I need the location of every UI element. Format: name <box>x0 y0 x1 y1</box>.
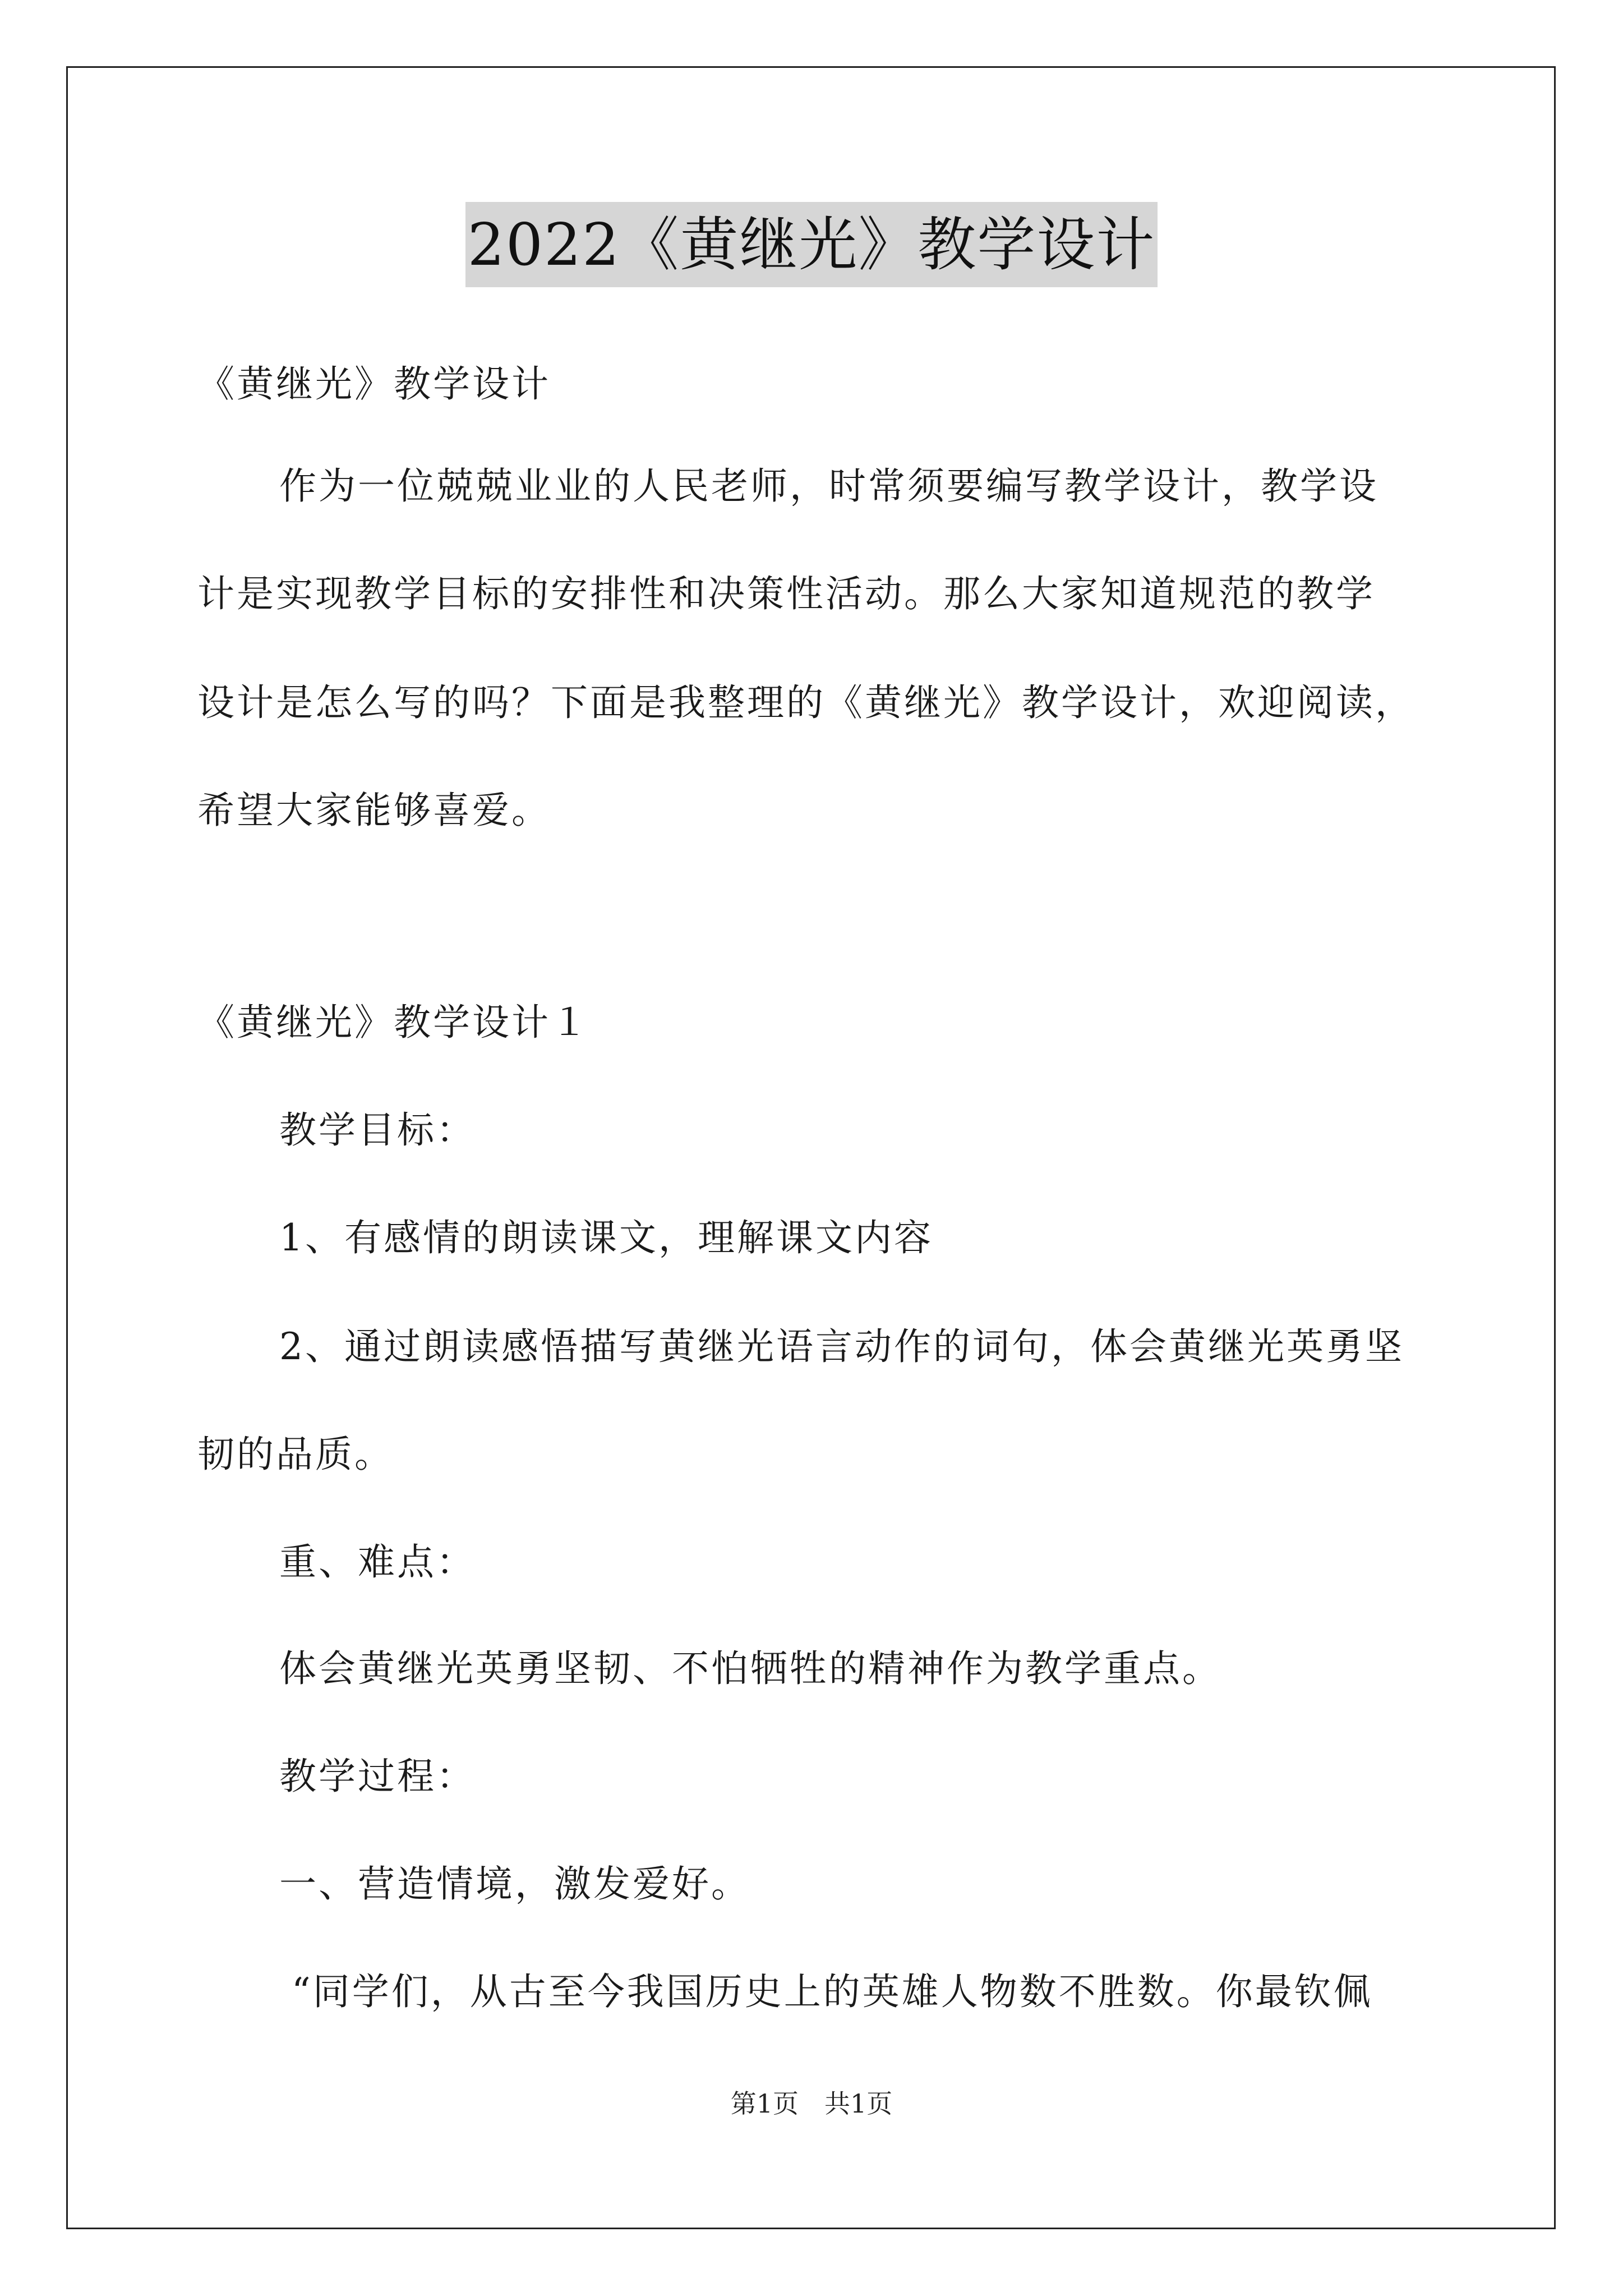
paragraph-line: 重、难点： <box>279 1540 476 1584</box>
paragraph-line: 希望大家能够喜爱。 <box>197 789 551 832</box>
paragraph-line: 计是实现教学目标的安排性和决策性活动。那么大家知道规范的教学 <box>197 572 1375 615</box>
paragraph-line: 2、通过朗读感悟描写黄继光语言动作的词句，体会黄继光英勇坚 <box>279 1325 1404 1368</box>
section-heading: 《黄继光》教学设计１ <box>197 1001 590 1044</box>
paragraph-line: 教学目标： <box>279 1108 476 1152</box>
page-footer: 第1页 共1页 <box>730 2088 893 2119</box>
paragraph-line: 设计是怎么写的吗？下面是我整理的《黄继光》教学设计，欢迎阅读， <box>197 681 1414 724</box>
title-container <box>0 202 1623 287</box>
paragraph-line: 韧的品质。 <box>197 1433 394 1476</box>
paragraph-line: 1、有感情的朗读课文，理解课文内容 <box>279 1216 933 1259</box>
paragraph-line: “同学们，从古至今我国历史上的英雄人物数不胜数。你最钦佩 <box>292 1970 1373 2013</box>
paragraph-line: 体会黄继光英勇坚韧、不怕牺牲的精神作为教学重点。 <box>279 1647 1221 1690</box>
paragraph-line: 一、营造情境，激发爱好。 <box>279 1862 750 1906</box>
paragraph-line: 作为一位兢兢业业的人民老师，时常须要编写教学设计，教学设 <box>279 464 1378 508</box>
subtitle: 《黄继光》教学设计 <box>197 362 551 406</box>
paragraph-line: 教学过程： <box>279 1755 476 1798</box>
document-title: 2022《黄继光》教学设计 <box>465 202 1158 287</box>
